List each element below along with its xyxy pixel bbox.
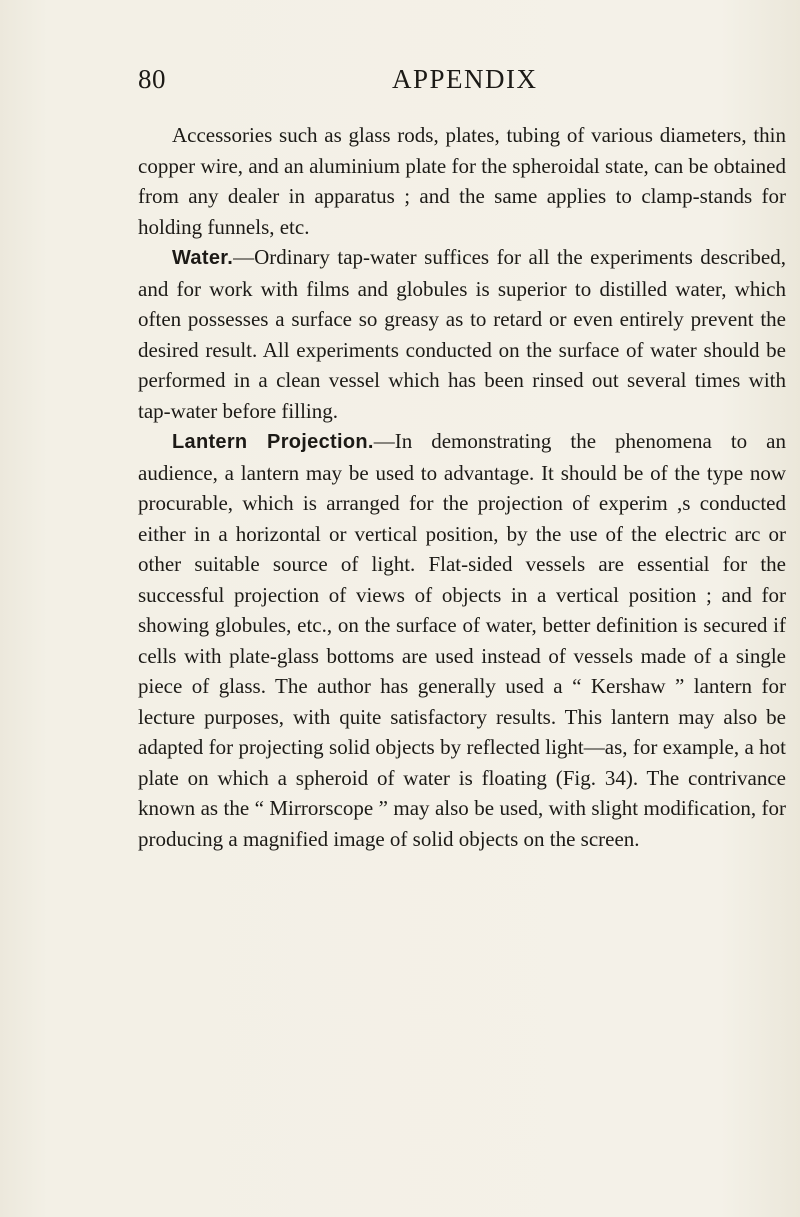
section-heading-lantern-projection: Lantern Projection.: [172, 431, 374, 453]
page-number: 80: [138, 64, 166, 94]
paragraph-text: —Ordinary tap-water suffices for all the experiments described, and for work with films and globules is superior to distilled water, which often possesses a surface so greasy as to retard or even entirely prevent the desired result. All experiments conducted on the surface of water should be performed in a clean vessel which has been rinsed out several times with tap-water before filling.: [138, 245, 786, 423]
paragraph-lantern-projection: [138, 426, 786, 854]
paragraph-water: [138, 242, 786, 426]
running-head: APPENDIX: [392, 64, 538, 94]
paragraph-text: —In demonstrating the phenomena to an audience, a lantern may be used to advantage. It should be of the type now procurable, which is arranged for the projection of experim ,s conducted either in a horizontal or vertical position, by the use of the electric arc or other suitable source of light. Flat-sided vessels are essential for the successful projection of views of objects in a vertical position ; and for showing globules, etc., on the surface of water, better definition is secured if cells with plate-glass bottoms are used instead of vessels made of a single piece of glass. The author has generally used a “ Kershaw ” lantern for lecture purposes, with quite satisfactory results. This lantern may also be adapted for projecting solid objects by reflected light—as, for example, a hot plate on which a spheroid of water is floating (Fig. 34). The contrivance known as the “ Mirrorscope ” may also be used, with slight modification, for producing a magnified image of solid objects on the screen.: [138, 429, 787, 851]
paragraph-accessories: [138, 120, 786, 242]
section-heading-water: Water.: [172, 247, 234, 269]
paragraph-text: Accessories such as glass rods, plates, tubing of various diameters, thin copper wire, and an aluminium plate for the spheroidal state, can be obtained from any dealer in apparatus ; and the same applies to clamp-stands for holding funnels, etc.: [138, 123, 786, 239]
page-header: [138, 64, 598, 98]
body-text: [138, 120, 786, 854]
